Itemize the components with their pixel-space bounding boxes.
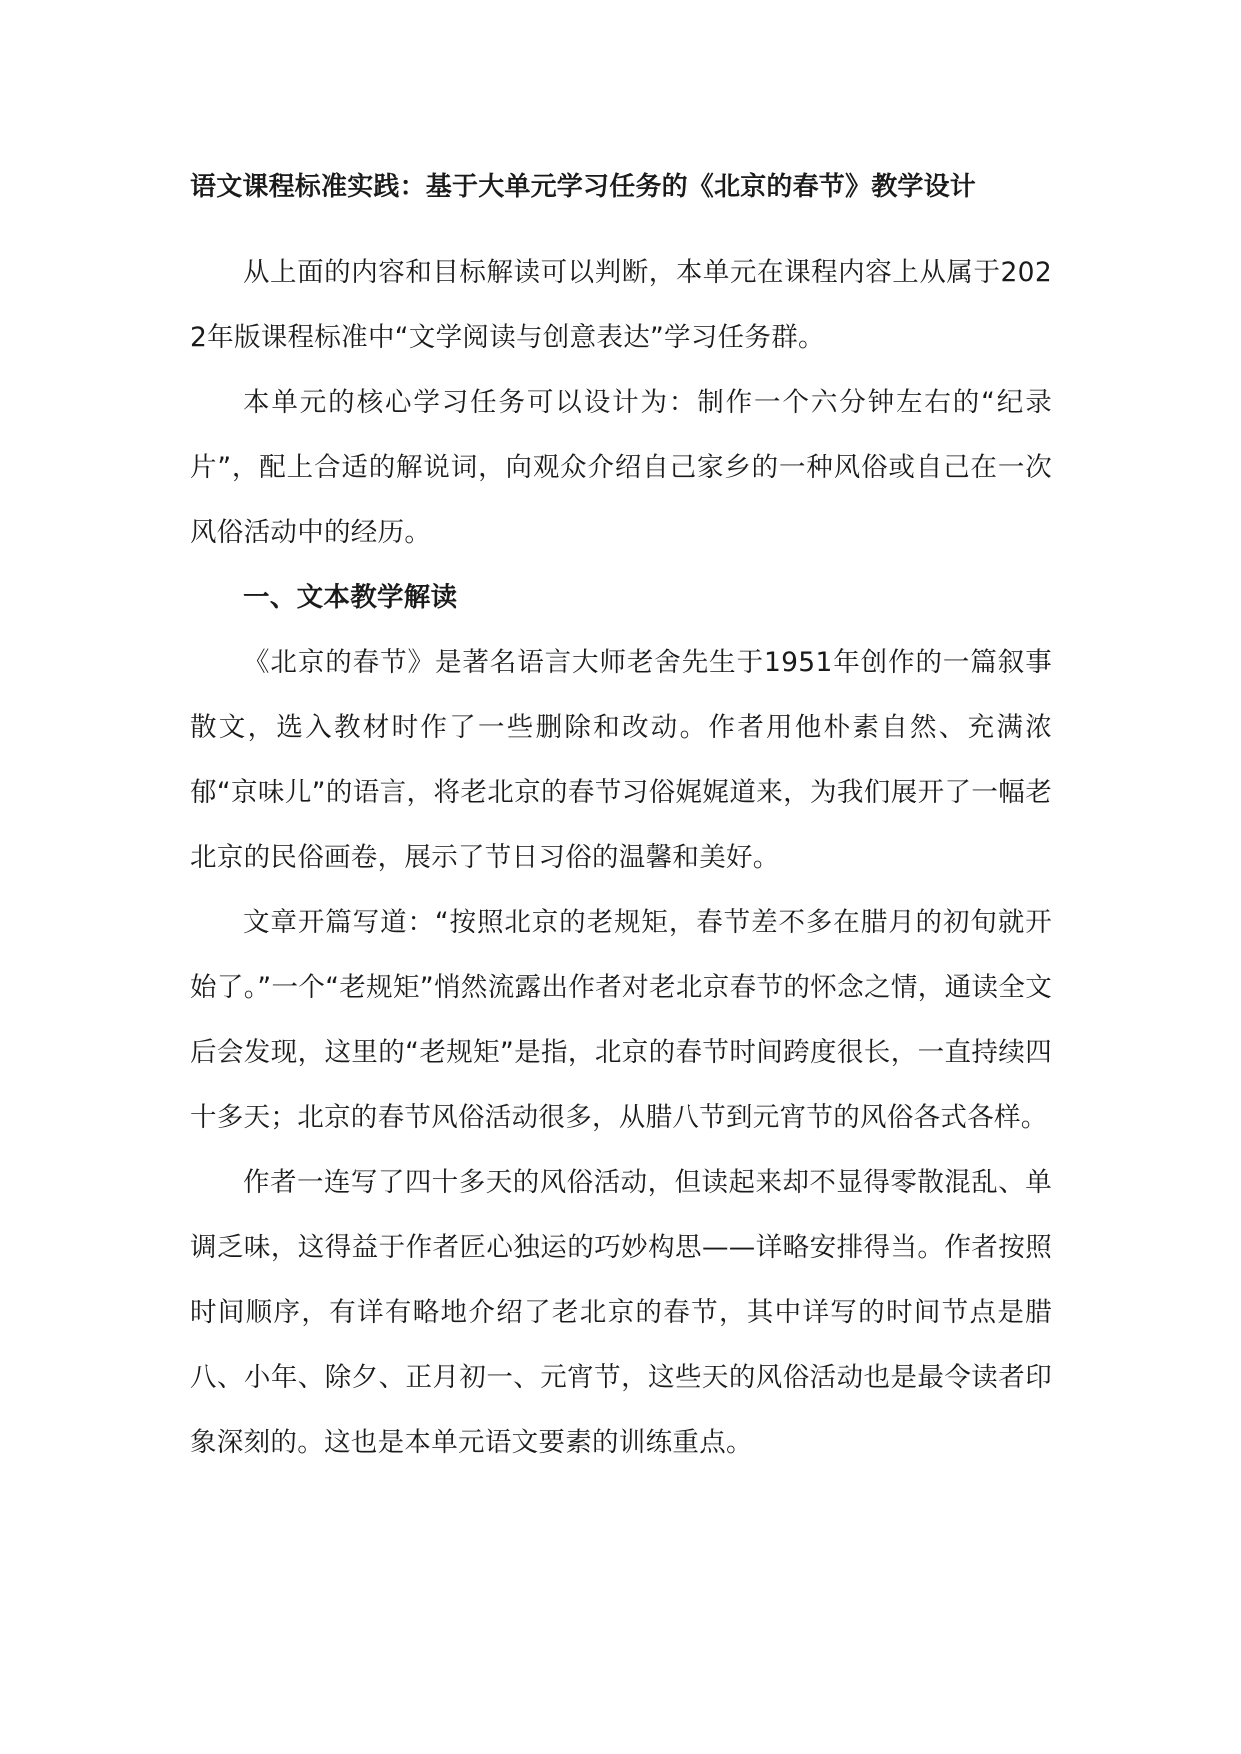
paragraph-structure-analysis: 作者一连写了四十多天的风俗活动，但读起来却不显得零散混乱、单调乏味，这得益于作者匠心独运的巧妙构思——详略安排得当。作者按照时间顺序，有详有略地介绍了老北京的春节，其中详写的时间节点是腊八、小年、除夕、正月初一、元宵节，这些天的风俗活动也是最令读者印象深刻的。这也是本单元语文要素的训练重点。: [190, 1167, 1052, 1458]
section-heading-text-reading: 一、文本教学解读: [243, 582, 458, 613]
paragraph-core-task: 本单元的核心学习任务可以设计为：制作一个六分钟左右的“纪录片”，配上合适的解说词，向观众介绍自己家乡的一种风俗或自己在一次风俗活动中的经历。: [190, 387, 1052, 548]
document-body: [190, 160, 1052, 1475]
paragraph-opening-analysis: 文章开篇写道：“按照北京的老规矩，春节差不多在腊月的初旬就开始了。”一个“老规矩”悄然流露出作者对老北京春节的怀念之情，通读全文后会发现，这里的“老规矩”是指，北京的春节时间跨度很长，一直持续四十多天；北京的春节风俗活动很多，从腊八节到元宵节的风俗各式各样。: [190, 907, 1052, 1133]
paragraph-text-intro: 《北京的春节》是著名语言大师老舍先生于1951年创作的一篇叙事散文，选入教材时作了一些删除和改动。作者用他朴素自然、充满浓郁“京味儿”的语言，将老北京的春节习俗娓娓道来，为我们展开了一幅老北京的民俗画卷，展示了节日习俗的温馨和美好。: [190, 647, 1052, 873]
paragraph-course-content: 从上面的内容和目标解读可以判断，本单元在课程内容上从属于2022年版课程标准中“文学阅读与创意表达”学习任务群。: [190, 257, 1052, 353]
document-title: 语文课程标准实践：基于大单元学习任务的《北京的春节》教学设计: [190, 172, 977, 202]
